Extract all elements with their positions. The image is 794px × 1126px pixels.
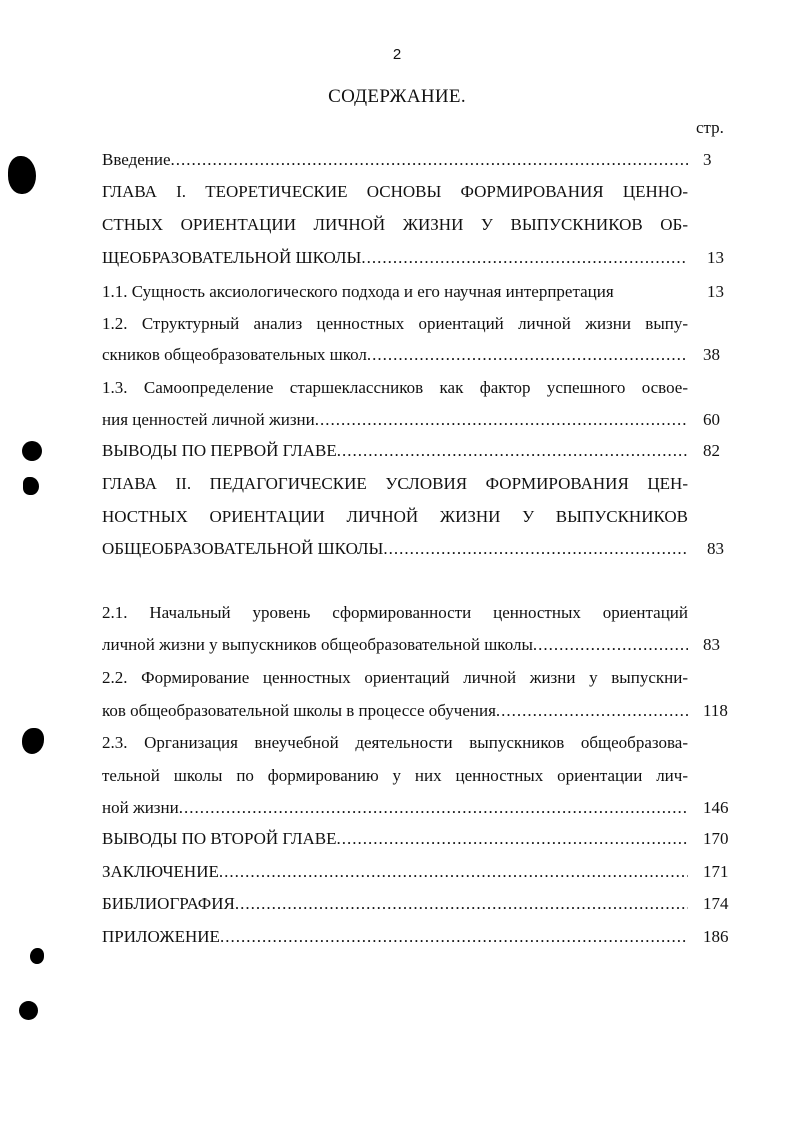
toc-entry-chapter-2-end bbox=[102, 537, 688, 561]
toc-entry-text: ной жизни bbox=[102, 798, 179, 817]
toc-entry-text: ПРИЛОЖЕНИЕ bbox=[102, 927, 220, 946]
toc-entry-section-2-1[interactable]: 2.1. Начальный уровень сформированности ценностных ориентаций bbox=[102, 603, 688, 622]
toc-leader-dots bbox=[533, 633, 688, 657]
toc-entry-section-1-3[interactable]: 1.3. Самоопределение старшеклассников как фактор успешного освое- bbox=[102, 378, 688, 397]
binder-hole-mark bbox=[19, 1001, 38, 1020]
toc-entry-text: ния ценностей личной жизни bbox=[102, 410, 315, 429]
toc-entry-conclusions-2[interactable] bbox=[102, 827, 688, 851]
toc-entry-section-2-2-end bbox=[102, 699, 688, 723]
toc-page-number: 13 bbox=[707, 282, 724, 301]
toc-entry-section-2-3-end bbox=[102, 796, 688, 820]
toc-entry-section-1-1[interactable]: 1.1. Сущность аксиологического подхода и его научная интерпретация bbox=[102, 282, 614, 301]
toc-entry-conclusion[interactable] bbox=[102, 860, 688, 884]
toc-entry-text: личной жизни у выпускников общеобразовательной школы bbox=[102, 635, 533, 654]
toc-page-number: 170 bbox=[703, 829, 729, 848]
binder-hole-mark bbox=[22, 441, 42, 461]
toc-entry-section-1-2[interactable]: 1.2. Структурный анализ ценностных ориентаций личной жизни выпу- bbox=[102, 314, 688, 333]
toc-page-number: 146 bbox=[703, 798, 729, 817]
toc-page-number: 38 bbox=[703, 345, 720, 364]
toc-entry-text: ОБЩЕОБРАЗОВАТЕЛЬНОЙ ШКОЛЫ bbox=[102, 539, 384, 558]
toc-leader-dots bbox=[315, 408, 688, 432]
toc-page-number: 171 bbox=[703, 862, 729, 881]
toc-entry-bibliography[interactable] bbox=[102, 892, 688, 916]
toc-leader-dots bbox=[220, 925, 688, 949]
toc-leader-dots bbox=[496, 699, 688, 723]
toc-entry-conclusions-1[interactable] bbox=[102, 439, 688, 463]
toc-entry-text: скников общеобразовательных школ bbox=[102, 345, 367, 364]
toc-entry-chapter-2[interactable]: ГЛАВА II. ПЕДАГОГИЧЕСКИЕ УСЛОВИЯ ФОРМИРОВАНИЯ ЦЕН- bbox=[102, 474, 688, 493]
toc-leader-dots bbox=[179, 796, 688, 820]
toc-page-number: 174 bbox=[703, 894, 729, 913]
page-number: 2 bbox=[392, 46, 402, 63]
toc-entry-appendix[interactable] bbox=[102, 925, 688, 949]
toc-entry-text: ЩЕОБРАЗОВАТЕЛЬНОЙ ШКОЛЫ bbox=[102, 248, 362, 267]
toc-leader-dots bbox=[337, 827, 688, 851]
toc-entry-text: ков общеобразовательной школы в процессе обучения bbox=[102, 701, 496, 720]
toc-entry-text: ВЫВОДЫ ПО ПЕРВОЙ ГЛАВЕ bbox=[102, 441, 337, 460]
toc-page-number: 186 bbox=[703, 927, 729, 946]
toc-entry-text: БИБЛИОГРАФИЯ bbox=[102, 894, 235, 913]
toc-entry-chapter-1-cont: СТНЫХ ОРИЕНТАЦИИ ЛИЧНОЙ ЖИЗНИ У ВЫПУСКНИКОВ ОБ- bbox=[102, 215, 688, 234]
toc-entry-section-1-3-end bbox=[102, 408, 688, 432]
toc-page-number: 83 bbox=[707, 539, 724, 558]
toc-leader-dots bbox=[171, 148, 688, 172]
toc-entry-text: ЗАКЛЮЧЕНИЕ bbox=[102, 862, 219, 881]
toc-entry-section-1-2-end bbox=[102, 343, 688, 367]
page-column-label: стр. bbox=[696, 118, 724, 137]
toc-leader-dots bbox=[219, 860, 688, 884]
toc-entry-chapter-1-end bbox=[102, 246, 688, 270]
toc-page-number: 60 bbox=[703, 410, 720, 429]
toc-entry-chapter-1[interactable]: ГЛАВА I. ТЕОРЕТИЧЕСКИЕ ОСНОВЫ ФОРМИРОВАНИЯ ЦЕННО- bbox=[102, 182, 688, 201]
toc-leader-dots bbox=[367, 343, 688, 367]
toc-entry-section-2-3-cont: тельной школы по формированию у них ценностных ориентации лич- bbox=[102, 766, 688, 785]
toc-entry-text: Введение bbox=[102, 150, 171, 169]
toc-entry-section-2-3[interactable]: 2.3. Организация внеучебной деятельности выпускников общеобразова- bbox=[102, 733, 688, 752]
toc-entry-chapter-2-cont: НОСТНЫХ ОРИЕНТАЦИИ ЛИЧНОЙ ЖИЗНИ У ВЫПУСКНИКОВ bbox=[102, 507, 688, 526]
toc-leader-dots bbox=[383, 537, 688, 561]
toc-leader-dots bbox=[337, 439, 688, 463]
toc-page-number: 82 bbox=[703, 441, 720, 460]
toc-leader-dots bbox=[361, 246, 688, 270]
binder-hole-mark bbox=[30, 948, 44, 964]
toc-page-number: 118 bbox=[703, 701, 728, 720]
toc-entry-section-2-1-end bbox=[102, 633, 688, 657]
toc-page-number: 83 bbox=[703, 635, 720, 654]
toc-leader-dots bbox=[235, 892, 688, 916]
toc-page-number: 13 bbox=[707, 248, 724, 267]
binder-hole-mark bbox=[8, 156, 36, 194]
page-title: СОДЕРЖАНИЕ. bbox=[328, 86, 466, 107]
toc-entry-section-2-2[interactable]: 2.2. Формирование ценностных ориентаций личной жизни у выпускни- bbox=[102, 668, 688, 687]
binder-hole-mark bbox=[23, 477, 39, 495]
toc-page-number: 3 bbox=[703, 150, 712, 169]
binder-hole-mark bbox=[22, 728, 44, 754]
toc-entry-text: ВЫВОДЫ ПО ВТОРОЙ ГЛАВЕ bbox=[102, 829, 337, 848]
toc-entry-intro[interactable] bbox=[102, 148, 688, 172]
